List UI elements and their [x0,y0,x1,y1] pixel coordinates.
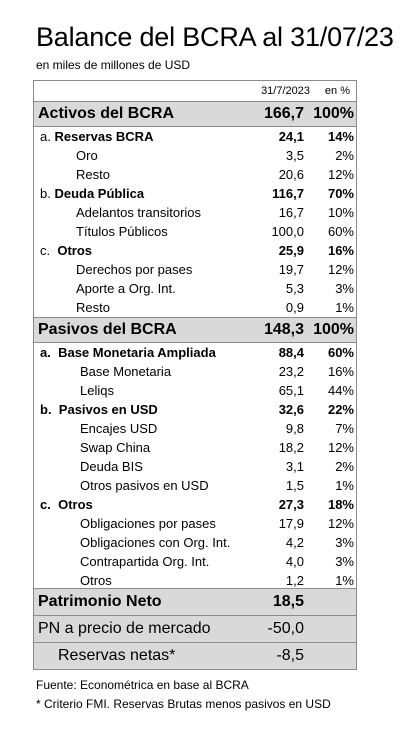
row-pct: 12% [327,516,354,531]
table-row [34,438,356,457]
group-letter: a. [40,129,51,144]
row-label: Deuda BIS [80,459,143,474]
group-label: Pasivos en USD [58,402,158,417]
group-letter: c. [40,243,51,258]
summary-table [33,588,357,670]
table-row [34,146,356,165]
row-label: Derechos por pases [76,262,193,277]
page-subtitle: en miles de millones de USD [36,58,191,72]
row-pct: 12% [327,440,354,455]
row-label: Base Monetaria [80,364,172,379]
group-letter: b. [40,186,51,201]
row-value: 32,6 [278,402,304,417]
table-row [34,222,356,241]
row-pct: 60% [327,224,354,239]
table-row [34,203,356,222]
row-pct: 7% [335,421,354,436]
group-label: Otros [57,243,93,258]
source-footnote: Fuente: Econométrica en base al BCRA [36,678,249,692]
row-value: 88,4 [278,345,304,360]
table-row [34,533,356,552]
row-value: 17,9 [278,516,304,531]
row-label: Patrimonio Neto [38,593,162,610]
row-label: Leliqs [80,383,114,398]
row-value: 166,7 [263,105,304,122]
row-pct: 2% [335,459,354,474]
row-value: 116,7 [272,186,304,201]
row-value: 27,3 [278,497,304,512]
activos-group-c [34,241,356,260]
row-pct: 3% [335,281,354,296]
row-value: 4,0 [285,554,304,569]
table-row [34,514,356,533]
row-label: PN a precio de mercado [38,620,211,637]
row-pct: 3% [335,535,354,550]
row-label: Aporte a Org. Int. [76,281,176,296]
table-row [34,381,356,400]
table-row [34,362,356,381]
row-pct: 12% [327,262,354,277]
activos-group-b [34,184,356,203]
row-pct: 3% [335,554,354,569]
row-pct: 60% [327,345,354,360]
row-value: 3,1 [285,459,304,474]
row-label: Resto [76,167,110,182]
row-pct: 1% [335,573,354,588]
pasivos-total-row [34,317,356,343]
row-label: Adelantos transitorios [76,205,202,220]
group-label: Otros [58,497,93,512]
row-value: 5,3 [285,281,304,296]
table-row [34,165,356,184]
row-label: Obligaciones por pases [80,516,216,531]
reservas-netas-row [34,642,356,669]
row-value: 20,6 [278,167,304,182]
row-value: 3,5 [285,148,304,163]
row-label: Resto [76,300,110,315]
group-letter: c. [40,497,51,512]
pasivos-group-c [34,495,356,514]
row-pct: 14% [327,129,354,144]
patrimonio-neto-row [34,589,356,615]
pasivos-group-b [34,400,356,419]
row-pct: 1% [335,300,354,315]
row-label: Encajes USD [80,421,158,436]
row-pct: 44% [327,383,354,398]
header-date: 31/7/2023 [261,85,310,97]
table-row [34,552,356,571]
activos-total-row [34,101,356,127]
row-label: Otros pasivos en USD [80,478,209,493]
group-label: Reservas BCRA [54,129,154,144]
row-pct: 1% [335,478,354,493]
header-pct: en % [324,85,350,97]
balance-table [33,80,357,591]
row-value: -50,0 [267,620,304,637]
row-label: Oro [76,148,98,163]
table-header [34,81,356,101]
table-row [34,476,356,495]
row-value: 100,0 [271,224,304,239]
group-letter: b. [40,402,52,417]
row-value: 1,5 [285,478,304,493]
row-label: Reservas netas* [58,647,176,664]
group-letter: a. [40,345,51,360]
table-row [34,457,356,476]
group-label: Deuda Pública [54,186,145,201]
row-value: 18,2 [278,440,304,455]
page-title: Balance del BCRA al 31/07/23 [36,22,394,52]
row-value: 0,9 [285,300,304,315]
row-label: Otros [80,573,112,588]
row-value: 25,9 [278,243,304,258]
table-row [34,260,356,279]
table-row [34,279,356,298]
row-value: 1,2 [285,573,304,588]
table-row [34,298,356,317]
row-value: 18,5 [272,593,304,610]
row-value: 148,3 [263,321,304,338]
row-value: 24,1 [278,129,304,144]
row-label: Swap China [80,440,151,455]
row-pct: 12% [327,167,354,182]
group-label: Base Monetaria Ampliada [58,345,216,360]
row-label: Contrapartida Org. Int. [80,554,210,569]
activos-group-a [34,127,356,146]
row-pct: 70% [327,186,354,201]
row-value: 19,7 [278,262,304,277]
criteria-footnote: * Criterio FMI. Reservas Brutas menos pasivos en USD [36,697,331,711]
row-pct: 100% [313,105,354,122]
row-pct: 16% [327,243,354,258]
row-pct: 2% [335,148,354,163]
row-value: 4,2 [285,535,304,550]
row-value: 16,7 [278,205,304,220]
row-value: 9,8 [285,421,304,436]
row-label: Pasivos del BCRA [38,321,177,338]
row-pct: 16% [327,364,354,379]
row-value: -8,5 [276,647,304,664]
row-label: Obligaciones con Org. Int. [80,535,231,550]
row-pct: 10% [327,205,354,220]
row-pct: 18% [327,497,354,512]
row-value: 23,2 [278,364,304,379]
row-pct: 100% [313,321,354,338]
pn-mercado-row [34,615,356,642]
table-row [34,419,356,438]
row-pct: 22% [327,402,354,417]
row-label: Activos del BCRA [38,105,175,122]
row-value: 65,1 [278,383,304,398]
pasivos-group-a [34,343,356,362]
row-label: Títulos Públicos [76,224,168,239]
